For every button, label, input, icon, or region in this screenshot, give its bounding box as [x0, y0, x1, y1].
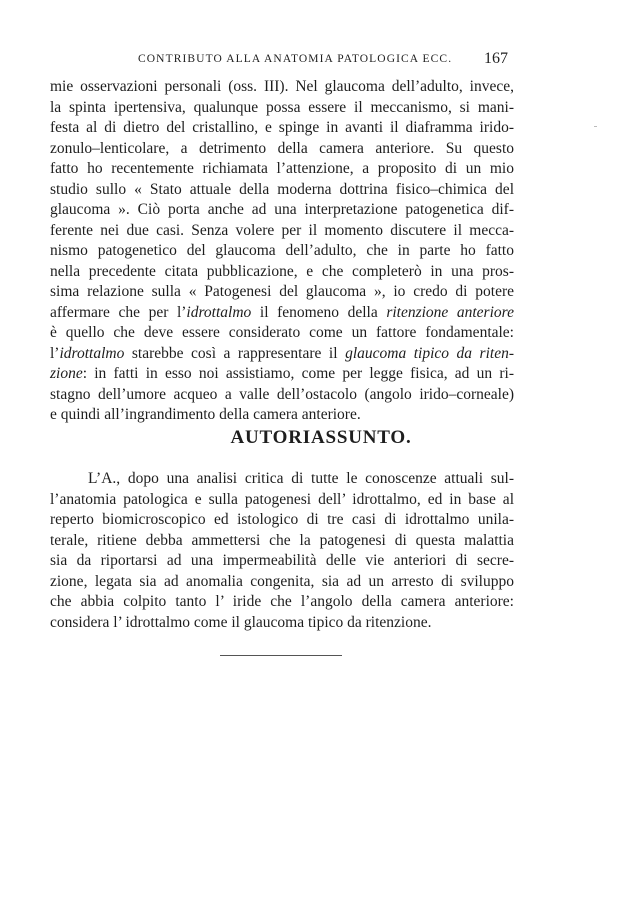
text-line: è quello che deve essere considerato come un fattore fondamentale: — [50, 324, 514, 341]
abstract-paragraph — [50, 469, 514, 633]
text-line: zione, legata sia ad anomalia congenita, sia ad un arresto di sviluppo — [50, 572, 514, 590]
text-line: e quindi all’ingrandimento della camera anteriore. — [50, 406, 361, 423]
text-line: l’idrottalmo starebbe così a rappresentare il glaucoma tipico da riten- — [50, 344, 514, 362]
text-line: fatto ho recentemente richiamata l’attenzione, a proposito di un mio — [50, 160, 514, 177]
italic-term: ritenzione anteriore — [386, 303, 514, 321]
text-line: zonulo–lenticolare, a detrimento della camera anteriore. Su questo — [50, 139, 514, 157]
text-line: nismo patogenetico del glaucoma dell’adulto, che in parte ho fatto — [50, 242, 514, 259]
italic-term: idrottalmo — [59, 344, 125, 362]
end-rule — [220, 655, 342, 656]
text-line: reperto biomicroscopico ed istologico di tre casi di idrottalmo unila- — [50, 511, 514, 528]
body-paragraph — [50, 77, 514, 426]
text-line: considera l’ idrottalmo come il glaucoma tipico da ritenzione. — [50, 613, 432, 631]
text-line: studio sullo « Stato attuale della moderna dottrina fisico–chimica del — [50, 180, 514, 198]
italic-term: zione — [50, 365, 83, 382]
text-line: la spinta ipertensiva, qualunque possa essere il meccanismo, si mani- — [50, 98, 514, 116]
text-line: terale, ritiene debba ammettersi che la patogenesi di questa malattia — [50, 531, 514, 549]
text-line: stagno dell’umore acqueo a valle dell’ostacolo (angolo irido–corneale) — [50, 385, 514, 403]
page-number: 167 — [484, 50, 508, 67]
italic-term: idrottalmo — [186, 303, 252, 321]
text-line: sima relazione sulla « Patogenesi del glaucoma », io credo di potere — [50, 283, 514, 300]
text-line: L’A., dopo una analisi critica di tutte le conoscenze attuali sul- — [88, 470, 514, 487]
section-title: AUTORIASSUNTO. — [230, 427, 412, 448]
scan-speck — [594, 126, 597, 127]
text-line: che abbia colpito tanto l’ iride che l’angolo della camera anteriore: — [50, 593, 514, 610]
text-line: affermare che per l’idrottalmo il fenomeno della ritenzione anteriore — [50, 303, 514, 321]
text-line: ferente nei due casi. Senza volere per il momento discutere il mecca- — [50, 221, 514, 239]
text-line: sia da riportarsi ad una impermeabilità delle vie anteriori di secre- — [50, 552, 514, 569]
text-line: festa al di dietro del cristallino, e spinge in avanti il diaframma irido- — [50, 119, 514, 136]
text-line: zione: in fatti in esso noi assistiamo, come per legge fisica, ad un ri- — [50, 365, 514, 382]
text-line: mie osservazioni personali (oss. III). Nel glaucoma dell’adulto, invece, — [50, 78, 514, 95]
running-title: CONTRIBUTO ALLA ANATOMIA PATOLOGICA ECC. — [138, 53, 453, 65]
italic-term: glaucoma tipico da riten- — [345, 344, 514, 362]
page-header — [0, 50, 642, 70]
text-line: l’anatomia patologica e sulla patogenesi dell’ idrottalmo, ed in base al — [50, 490, 514, 508]
text-line: glaucoma ». Ciò porta anche ad una interpretazione patogenetica dif- — [50, 201, 514, 218]
text-line: nella precedente citata pubblicazione, e che completerò in una pros- — [50, 262, 514, 280]
